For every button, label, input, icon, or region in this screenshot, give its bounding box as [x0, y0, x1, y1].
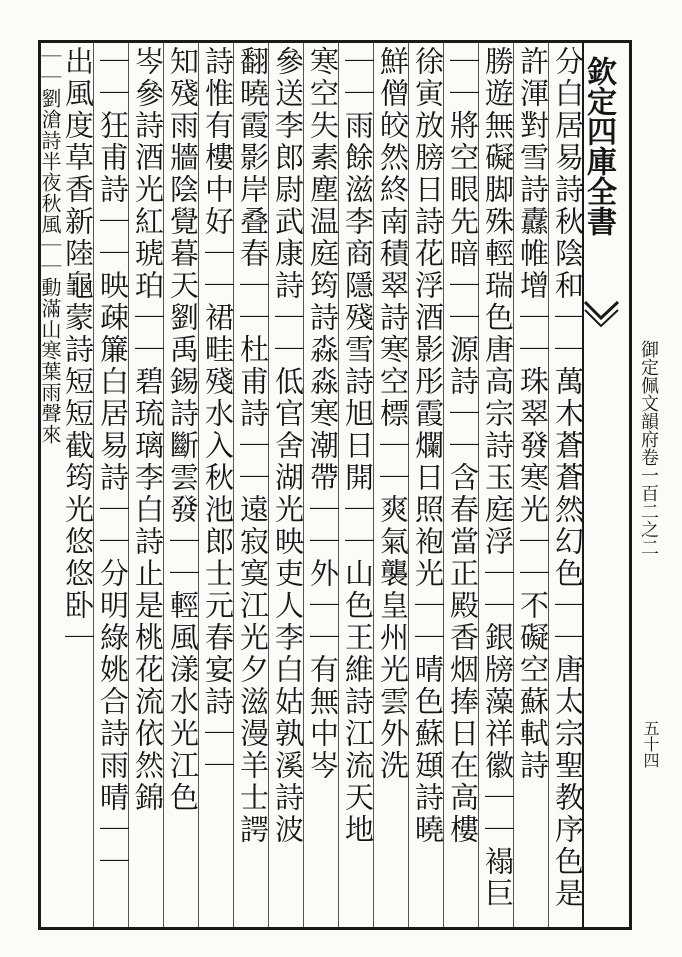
text-column: ｜｜劉滄詩半夜秋風｜｜動滿山寒葉雨聲來 — [38, 46, 62, 445]
text-column: 分白居易詩秋陰和｜｜萬木蒼蒼然幻色｜｜唐太宗聖教序色是 — [551, 46, 585, 910]
banner-title: 欽定四庫全書 — [581, 56, 616, 236]
text-column: 出風度草香新陸龜蒙詩短短截筠光悠悠卧｜ — [61, 46, 95, 654]
text-column: ｜｜將空眼先暗｜｜源詩｜｜含春當正殿香烟捧日在高樓 — [446, 46, 480, 846]
fishtail-ornament-icon — [583, 298, 620, 332]
text-column: 鮮僧皎然終南積翠詩寒空標｜｜爽氣襲皇州光雲外洗 — [376, 46, 410, 782]
text-column: 參送李郎尉武康詩｜｜低官舍湖光映吏人李白姑孰溪詩波 — [271, 46, 305, 846]
text-column: 寒空失素塵温庭筠詩淼淼寒潮帶｜｜外｜｜有無中岑 — [306, 46, 340, 782]
text-column: 知殘雨牆陰覺暮天劉禹錫詩斷雲發｜｜輕風漾水光江色 — [166, 46, 200, 814]
text-column: 翻曉霞影岸叠春｜｜杜甫詩｜｜遠寂寞江光夕滋漫羊士諤 — [236, 46, 270, 846]
page-number: 五十四 — [641, 720, 660, 768]
text-column: 勝遊無礙脚殊輕瑞色唐高宗詩玉庭浮｜｜銀牓藻祥徽｜｜褟巨 — [481, 46, 515, 910]
text-column: ｜｜雨餘滋李商隱殘雪詩旭日開｜｜山色王維詩江流天地 — [341, 46, 375, 846]
text-column: ｜｜狂甫詩｜｜映疎簾白居易詩｜｜分明綠姚合詩雨晴｜｜ — [96, 46, 130, 878]
text-column: 岑參詩酒光紅琥珀｜｜碧琉璃李白詩止是桃花流依然錦 — [131, 46, 165, 814]
banner-subtitle: 御定佩文韻府卷一百二之二 — [638, 340, 659, 556]
text-column: 許渾對雪詩纛帷增｜｜珠翠發寒光｜｜不礙空蘇軾詩 — [516, 46, 550, 782]
text-column: 徐寅放膀日詩花浮酒影彤霞爛日照袍光｜｜晴色蘇頲詩曉 — [411, 46, 445, 846]
text-column: 詩惟有樓中好｜｜裙畦殘水入秋池郎士元春宴詩｜｜ — [201, 46, 235, 782]
